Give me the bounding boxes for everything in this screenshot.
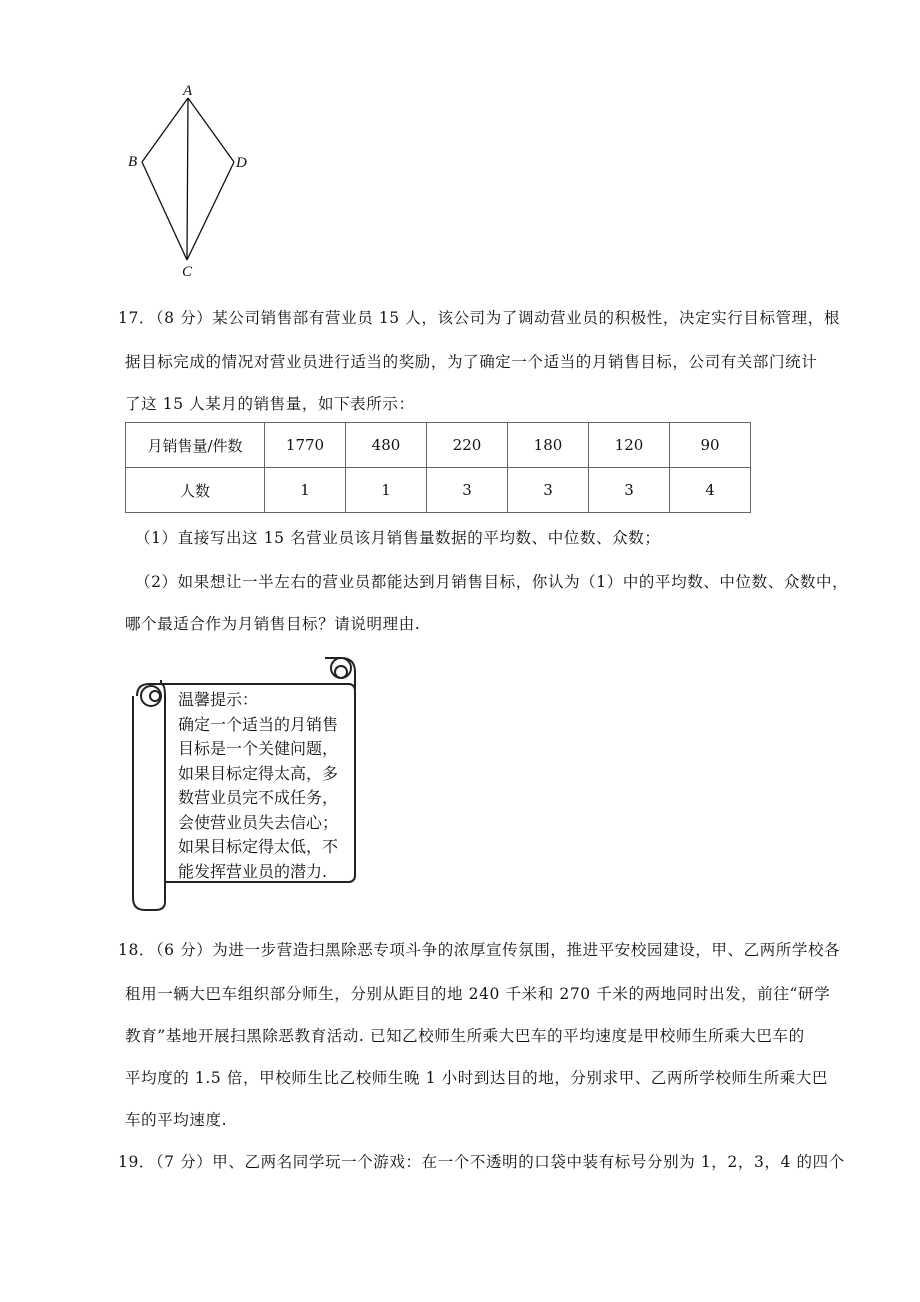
vertex-label-d: D bbox=[236, 155, 247, 171]
table-cell: 3 bbox=[589, 468, 670, 513]
tip-line: 温馨提示： bbox=[178, 690, 259, 709]
q17-number: 17． bbox=[118, 309, 156, 327]
vertex-label-a: A bbox=[183, 83, 193, 99]
table-cell: 1770 bbox=[265, 423, 346, 468]
q18-line-3: 教育”基地开展扫黑除恶教育活动. 已知乙校师生所乘大巴车的平均速度是甲校师生所乘大巴车的 bbox=[125, 1027, 805, 1045]
table-cell: 3 bbox=[427, 468, 508, 513]
table-cell: 220 bbox=[427, 423, 508, 468]
tip-line: 数营业员完不成任务， bbox=[178, 788, 339, 807]
table-cell: 3 bbox=[508, 468, 589, 513]
q17-part-1: （1）直接写出这 15 名营业员该月销售量数据的平均数、中位数、众数； bbox=[135, 529, 661, 547]
q17-line-2: 据目标完成的情况对营业员进行适当的奖励，为了确定一个适当的月销售目标，公司有关部门统计 bbox=[125, 353, 818, 371]
segment-bc bbox=[142, 162, 187, 260]
q19-number: 19． bbox=[118, 1153, 156, 1171]
kite-figure bbox=[120, 80, 260, 280]
tip-line: 会使营业员失去信心； bbox=[178, 812, 339, 832]
table-cell: 480 bbox=[346, 423, 427, 468]
table-cell: 180 bbox=[508, 423, 589, 468]
table-header-cell: 人数 bbox=[126, 468, 265, 513]
table-row bbox=[126, 468, 751, 513]
diagonal-ac bbox=[187, 98, 188, 260]
table-cell: 120 bbox=[589, 423, 670, 468]
table-cell: 1 bbox=[265, 468, 346, 513]
tip-line: 如果目标定得太低，不 bbox=[178, 837, 339, 856]
table-cell: 1 bbox=[346, 468, 427, 513]
q19-line-1: （7 分）甲、乙两名同学玩一个游戏：在一个不透明的口袋中装有标号分别为 1，2，3，4 的四个 bbox=[148, 1153, 845, 1171]
q18-number: 18． bbox=[118, 941, 156, 959]
q18-line-2: 租用一辆大巴车组织部分师生，分别从距目的地 240 千米和 270 千米的两地同时出发，前往“研学 bbox=[125, 985, 831, 1003]
tip-text bbox=[178, 688, 338, 884]
table-cell: 90 bbox=[670, 423, 751, 468]
sales-table bbox=[125, 422, 751, 513]
q18-line-5: 车的平均速度. bbox=[125, 1111, 228, 1129]
table-row bbox=[126, 423, 751, 468]
table-header-cell: 月销售量/件数 bbox=[126, 423, 265, 468]
segment-ab bbox=[142, 98, 188, 162]
q17-part-2-line-1: （2）如果想让一半左右的营业员都能达到月销售目标，你认为（1）中的平均数、中位数、众数中， bbox=[135, 573, 849, 591]
vertex-label-b: B bbox=[128, 154, 138, 170]
segment-ad bbox=[188, 98, 234, 162]
tip-line: 如果目标定得太高，多 bbox=[178, 763, 339, 783]
tip-line: 确定一个适当的月销售 bbox=[178, 714, 339, 734]
q18-line-1: （6 分）为进一步营造扫黑除恶专项斗争的浓厚宣传氛围，推进平安校园建设，甲、乙两所学校各 bbox=[148, 941, 841, 959]
q18-line-4: 平均度的 1.5 倍，甲校师生比乙校师生晚 1 小时到达目的地，分别求甲、乙两所学校师生所乘大巴 bbox=[125, 1069, 829, 1087]
table-cell: 4 bbox=[670, 468, 751, 513]
segment-dc bbox=[187, 162, 234, 260]
tip-line: 能发挥营业员的潜力. bbox=[178, 861, 328, 881]
vertex-label-c: C bbox=[182, 264, 193, 280]
q17-part-2-line-2: 哪个最适合作为月销售目标？请说明理由. bbox=[125, 615, 421, 633]
tip-line: 目标是一个关健问题， bbox=[178, 739, 339, 758]
q17-line-3: 了这 15 人某月的销售量，如下表所示： bbox=[125, 395, 415, 413]
q17-line-1: （8 分）某公司销售部有营业员 15 人，该公司为了调动营业员的积极性，决定实行目标管理，根 bbox=[148, 309, 840, 327]
